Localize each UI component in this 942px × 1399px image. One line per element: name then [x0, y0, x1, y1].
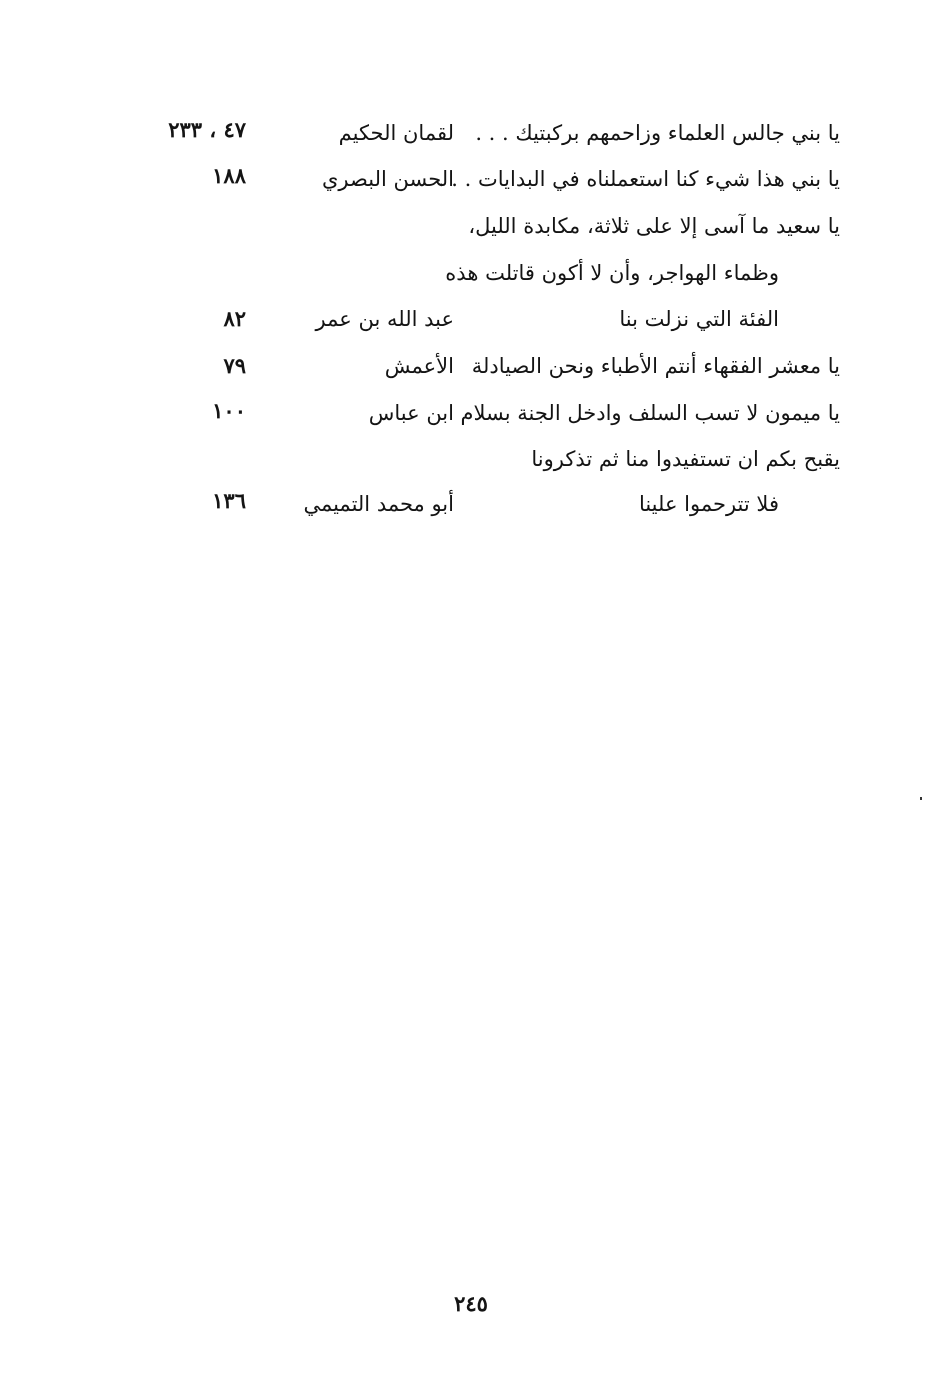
- quote-text: يا بني جالس العلماء وزاحمهم بركبتيك . . .: [475, 121, 840, 145]
- quote-text: يا سعيد ما آسى إلا على ثلاثة، مكابدة الليل،: [468, 214, 840, 238]
- scan-speck: [920, 797, 922, 800]
- quote-text: يا بني هذا شيء كنا استعملناه في البدايات . . .: [437, 167, 840, 191]
- speaker-name: ابن عباس: [368, 401, 454, 425]
- speaker-name: أبو محمد التميمي: [303, 492, 454, 516]
- speaker-name: لقمان الحكيم: [338, 121, 454, 145]
- speaker-name: عبد الله بن عمر: [315, 307, 454, 331]
- quote-text: يقبح بكم ان تستفيدوا منا ثم تذكرونا: [531, 447, 840, 471]
- quote-text: وظماء الهواجر، وأن لا أكون قاتلت هذه: [445, 261, 779, 285]
- page-number: ٢٤٥: [454, 1291, 488, 1316]
- page-reference: ١٠٠: [212, 398, 246, 423]
- page-reference: ٤٧ ، ٢٣٣: [168, 117, 246, 142]
- quote-text: فلا تترحموا علينا: [638, 492, 779, 516]
- speaker-name: الحسن البصري: [322, 167, 454, 191]
- page-reference: ٨٢: [223, 306, 246, 331]
- page-reference: ١٣٦: [212, 488, 246, 513]
- page-reference: ٧٩: [223, 353, 246, 378]
- quote-text: يا ميمون لا تسب السلف وادخل الجنة بسلام: [460, 401, 840, 425]
- speaker-name: الأعمش: [384, 354, 454, 378]
- quote-text: الفئة التي نزلت بنا: [619, 307, 779, 331]
- quote-text: يا معشر الفقهاء أنتم الأطباء ونحن الصيادلة: [471, 354, 840, 378]
- page-reference: ١٨٨: [212, 163, 246, 188]
